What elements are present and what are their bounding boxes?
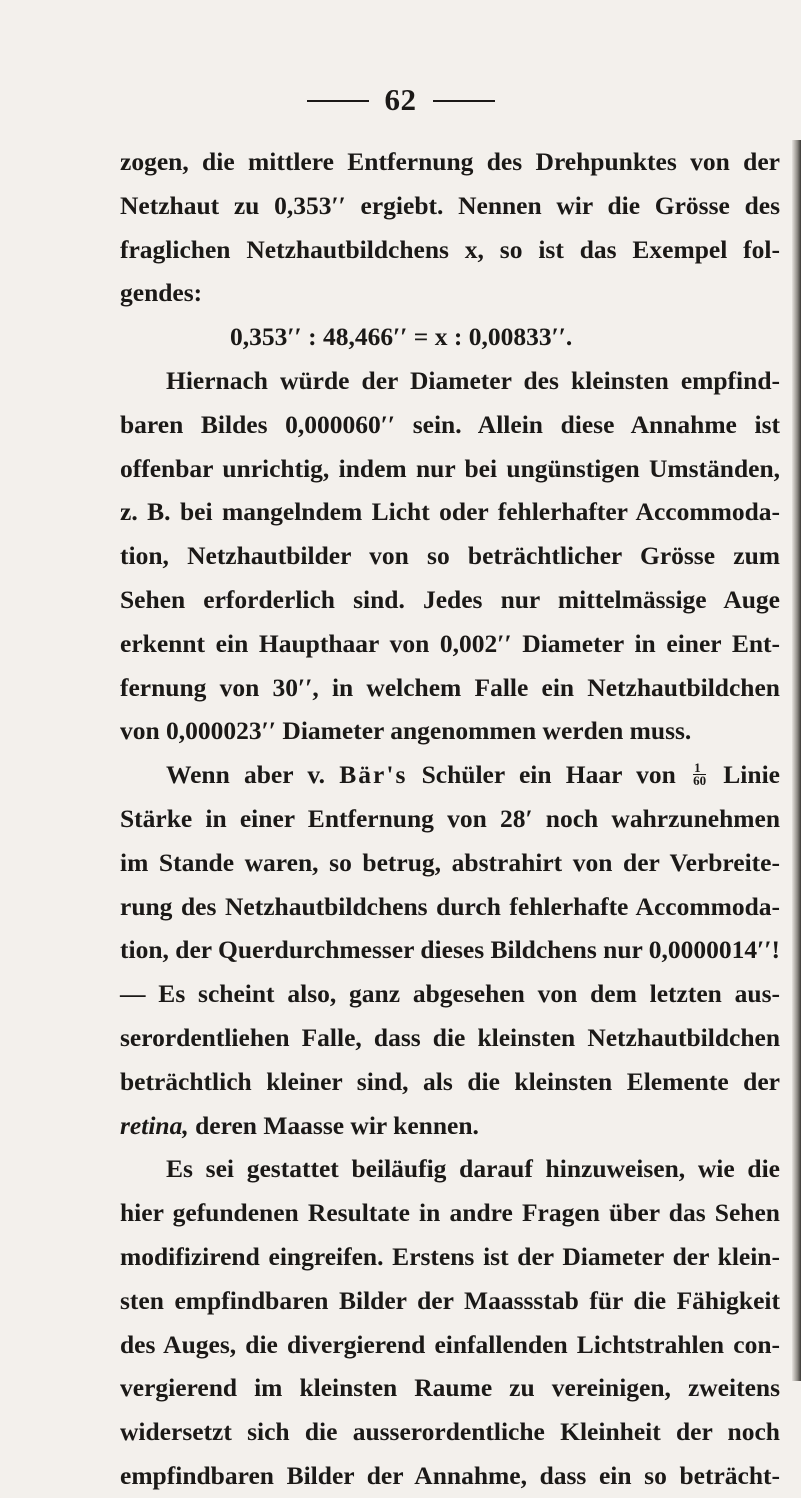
- body-text: [120, 140, 780, 1498]
- fraction-denominator: 60: [693, 772, 707, 788]
- text-line: fernung von 30′′, in welchem Falle ein Netzhautbildchen: [120, 672, 780, 702]
- text-line: erkennt ein Haupthaar von 0,002′′ Diameter in einer Ent-: [120, 628, 780, 658]
- page-number: 62: [384, 82, 417, 117]
- text-run: Linie: [709, 760, 780, 790]
- text-line: — Es scheint also, ganz abgesehen von dem letzten aus-: [120, 979, 780, 1009]
- fraction-numerator: 1: [693, 762, 706, 775]
- text-line: widersetzt sich die ausserordentliche Kleinheit der noch: [120, 1417, 780, 1447]
- text-line: vergierend im kleinsten Raume zu vereinigen, zweitens: [120, 1373, 780, 1403]
- text-line: tion, der Querdurchmesser dieses Bildchens nur 0,0000014′′!: [120, 935, 780, 965]
- text-line: rung des Netzhautbildchens durch fehlerhafte Accommoda-: [120, 891, 780, 921]
- header-rule-left: [307, 100, 369, 102]
- text-line: modifizirend eingreifen. Erstens ist der Diameter der klein-: [120, 1241, 780, 1271]
- page-header: [0, 82, 801, 118]
- text-line: zogen, die mittlere Entfernung des Drehpunktes von der: [120, 147, 780, 176]
- text-line: gendes:: [120, 278, 203, 308]
- header-rule-right: [433, 100, 495, 102]
- equation-line: 0,353′′ : 48,466′′ = x : 0,00833′′.: [230, 322, 573, 352]
- paragraph-start-line: [120, 753, 780, 797]
- text-line: [120, 1104, 780, 1148]
- text-run: Schüler ein Haar von: [407, 760, 691, 790]
- text-run: deren Maasse wir kennen.: [188, 1110, 479, 1140]
- text-line: Stärke in einer Entfernung von 28′ noch wahrzunehmen: [120, 803, 780, 833]
- text-line: im Stande waren, so betrug, abstrahirt von der Verbreite-: [120, 847, 780, 877]
- text-line: beträchtlich kleiner sind, als die kleinsten Elemente der: [120, 1066, 780, 1096]
- italic-term: retina,: [120, 1110, 189, 1140]
- text-line: hier gefundenen Resultate in andre Fragen über das Sehen: [120, 1198, 780, 1228]
- text-line: serordentliehen Falle, dass die kleinsten Netzhautbildchen: [120, 1022, 780, 1052]
- text-line: des Auges, die divergierend einfallenden Lichtstrahlen con-: [120, 1329, 780, 1359]
- text-line: baren Bildes 0,000060′′ sein. Allein diese Annahme ist: [120, 409, 780, 439]
- author-name: Bär's: [339, 760, 408, 790]
- text-line: Netzhaut zu 0,353′′ ergiebt. Nennen wir die Grösse des: [120, 190, 780, 220]
- text-line: sten empfindbaren Bilder der Maassstab für die Fähigkeit: [120, 1285, 780, 1315]
- text-line: empfindbaren Bilder der Annahme, dass ein so beträcht-: [120, 1460, 780, 1490]
- page-edge-shadow: [792, 140, 801, 1381]
- text-line: fraglichen Netzhautbildchens x, so ist das Exempel fol-: [120, 234, 780, 264]
- text-line: Sehen erforderlich sind. Jedes nur mittelmässige Auge: [120, 584, 780, 614]
- text-line: z. B. bei mangelndem Licht oder fehlerhafter Accommoda-: [120, 497, 780, 527]
- text-line: tion, Netzhautbilder von so beträchtlicher Grösse zum: [120, 541, 780, 571]
- fraction: [693, 759, 707, 788]
- paragraph-start-line: Hiernach würde der Diameter des kleinsten empfind-: [166, 365, 780, 395]
- text-line: von 0,000023′′ Diameter angenommen werden muss.: [120, 716, 692, 746]
- text-line: offenbar unrichtig, indem nur bei ungünstigen Umständen,: [120, 453, 780, 483]
- text-run: Wenn aber v.: [166, 760, 340, 790]
- paragraph-start-line: Es sei gestattet beiläufig darauf hinzuweisen, wie die: [166, 1154, 780, 1184]
